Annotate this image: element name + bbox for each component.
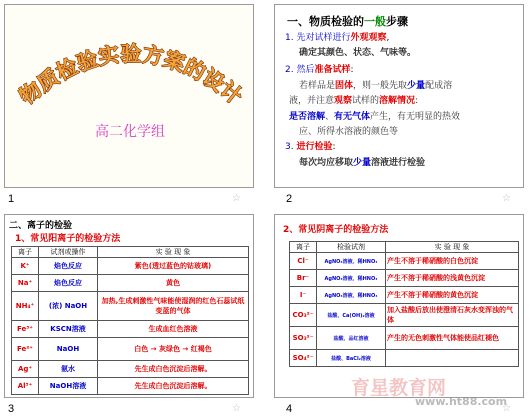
slide-number-3: 3	[8, 403, 15, 415]
reagent-cell: 盐酸、品红溶液	[317, 327, 386, 350]
phenomenon-cell: 加入盐酸后放出使澄清石灰水变浑浊的气体	[386, 304, 519, 327]
ion-cell: SO₃²⁻	[290, 327, 317, 350]
table-row	[12, 378, 249, 395]
reagent-cell: KSCN溶液	[39, 321, 98, 338]
ion-cell: Al³⁺	[12, 378, 39, 395]
table-row	[290, 304, 519, 327]
ion-cell: CO₃²⁻	[290, 304, 317, 327]
slide2-heading: 一、物质检验的一般步骤	[287, 15, 408, 28]
table-row	[290, 327, 519, 350]
phenomenon-cell: 产生不溶于稀硝酸的白色沉淀	[386, 253, 519, 270]
reagent-cell: AgNO₃溶液、稀HNO₃	[317, 270, 386, 287]
phenomenon-cell: 加热,生成刺激性气味能使湿润的红色石蕊试纸变蓝的气体	[98, 292, 249, 321]
step1-detail: 确定其颜色、状态、气味等。	[299, 48, 417, 58]
reagent-cell: 焰色反应	[39, 258, 98, 275]
table-row	[290, 350, 519, 367]
column-header: 实 验 现 象	[98, 247, 249, 258]
reagent-cell: 盐酸、BaCl₂溶液	[317, 350, 386, 367]
arched-title	[5, 5, 255, 189]
slide3-subheading: 1、常见阳离子的检验方法	[15, 234, 121, 244]
reagent-cell: (浓) NaOH	[39, 292, 98, 321]
ion-cell: Fe²⁺	[12, 338, 39, 361]
table-row	[12, 361, 249, 378]
slide4-heading: 2、常见阴离子的检验方法	[283, 225, 389, 235]
reagent-cell: 盐酸、Ca(OH)₂溶液	[317, 304, 386, 327]
cation-table	[11, 246, 249, 395]
star-icon[interactable]: ☆	[232, 193, 241, 204]
step3: 3. 进行检验:	[285, 142, 336, 152]
slide-number-4: 4	[286, 403, 293, 415]
column-header: 离子	[12, 247, 39, 258]
ion-cell: Cl⁻	[290, 253, 317, 270]
ion-cell: Ag⁺	[12, 361, 39, 378]
watermark-text: 育星教育网	[351, 377, 447, 399]
ion-cell: NH₄⁺	[12, 292, 39, 321]
table-row	[12, 338, 249, 361]
column-header: 试剂或操作	[39, 247, 98, 258]
phenomenon-cell: 紫色(透过蓝色的钴玻璃)	[98, 258, 249, 275]
table-row	[290, 253, 519, 270]
ion-cell: Br⁻	[290, 270, 317, 287]
step2-line4: 是否溶解、有无气体产生，有无明显的热效	[289, 112, 461, 122]
step2-line2: 若样品是固体，则一般先取少量配成溶	[299, 81, 453, 91]
table-row	[12, 258, 249, 275]
column-header: 离子	[290, 242, 317, 253]
step2: 2. 然后准备试样:	[285, 65, 354, 75]
step2-line3: 液，并注意观察试样的溶解情况:	[289, 96, 419, 106]
reagent-cell: AgNO₃溶液、稀HNO₃	[317, 253, 386, 270]
watermark-url: www.ht88.com	[415, 395, 508, 408]
phenomenon-cell: 产生的无色刺激性气体能使品红褪色	[386, 327, 519, 350]
anion-table	[289, 241, 519, 367]
table-header	[12, 247, 249, 258]
slide-number-2: 2	[286, 193, 293, 205]
table-row	[290, 270, 519, 287]
svg-text:物质检验实验方案的设计: 物质检验实验方案的设计	[15, 41, 247, 110]
table-row	[12, 292, 249, 321]
ion-cell: K⁺	[12, 258, 39, 275]
reagent-cell: AgNO₃溶液、稀HNO₃	[317, 287, 386, 304]
column-header: 实 验 现 象	[386, 242, 519, 253]
reagent-cell: 焰色反应	[39, 275, 98, 292]
reagent-cell: NaOH	[39, 338, 98, 361]
ion-cell: SO₄²⁻	[290, 350, 317, 367]
star-icon[interactable]: ☆	[502, 193, 511, 204]
phenomenon-cell: 白色 → 灰绿色 → 红褐色	[98, 338, 249, 361]
table-row	[12, 321, 249, 338]
column-header: 检验试剂	[317, 242, 386, 253]
slide-thumbnail-2[interactable]	[274, 4, 524, 188]
slide-thumbnail-1[interactable]	[4, 4, 254, 188]
table-row	[290, 287, 519, 304]
phenomenon-cell: 生成血红色溶液	[98, 321, 249, 338]
slide-number-1: 1	[8, 193, 15, 205]
phenomenon-cell: 产生不溶于稀硝酸的黄色沉淀	[386, 287, 519, 304]
slide-thumbnail-3[interactable]	[4, 214, 254, 398]
slide-subtitle: 高二化学组	[95, 124, 165, 140]
step1: 1. 先对试样进行外观观察,	[285, 33, 390, 43]
step2-line5: 应、所得水溶液的颜色等	[299, 127, 399, 137]
reagent-cell: 氨水	[39, 361, 98, 378]
reagent-cell: NaOH溶液	[39, 378, 98, 395]
phenomenon-cell: 先生成白色沉淀后溶解。	[98, 378, 249, 395]
table-header	[290, 242, 519, 253]
phenomenon-cell: 产生不溶于稀硝酸的浅黄色沉淀	[386, 270, 519, 287]
slide-thumbnail-4[interactable]	[274, 214, 524, 408]
table-row	[12, 275, 249, 292]
star-icon[interactable]: ☆	[502, 403, 511, 414]
ion-cell: I⁻	[290, 287, 317, 304]
phenomenon-cell	[386, 350, 519, 367]
slide3-heading: 二、离子的检验	[9, 221, 73, 231]
step3-detail: 每次均应移取少量溶液进行检验	[299, 158, 426, 168]
ion-cell: Na⁺	[12, 275, 39, 292]
ion-cell: Fe³⁺	[12, 321, 39, 338]
phenomenon-cell: 先生成白色沉淀后溶解。	[98, 361, 249, 378]
star-icon[interactable]: ☆	[232, 403, 241, 414]
phenomenon-cell: 黄色	[98, 275, 249, 292]
